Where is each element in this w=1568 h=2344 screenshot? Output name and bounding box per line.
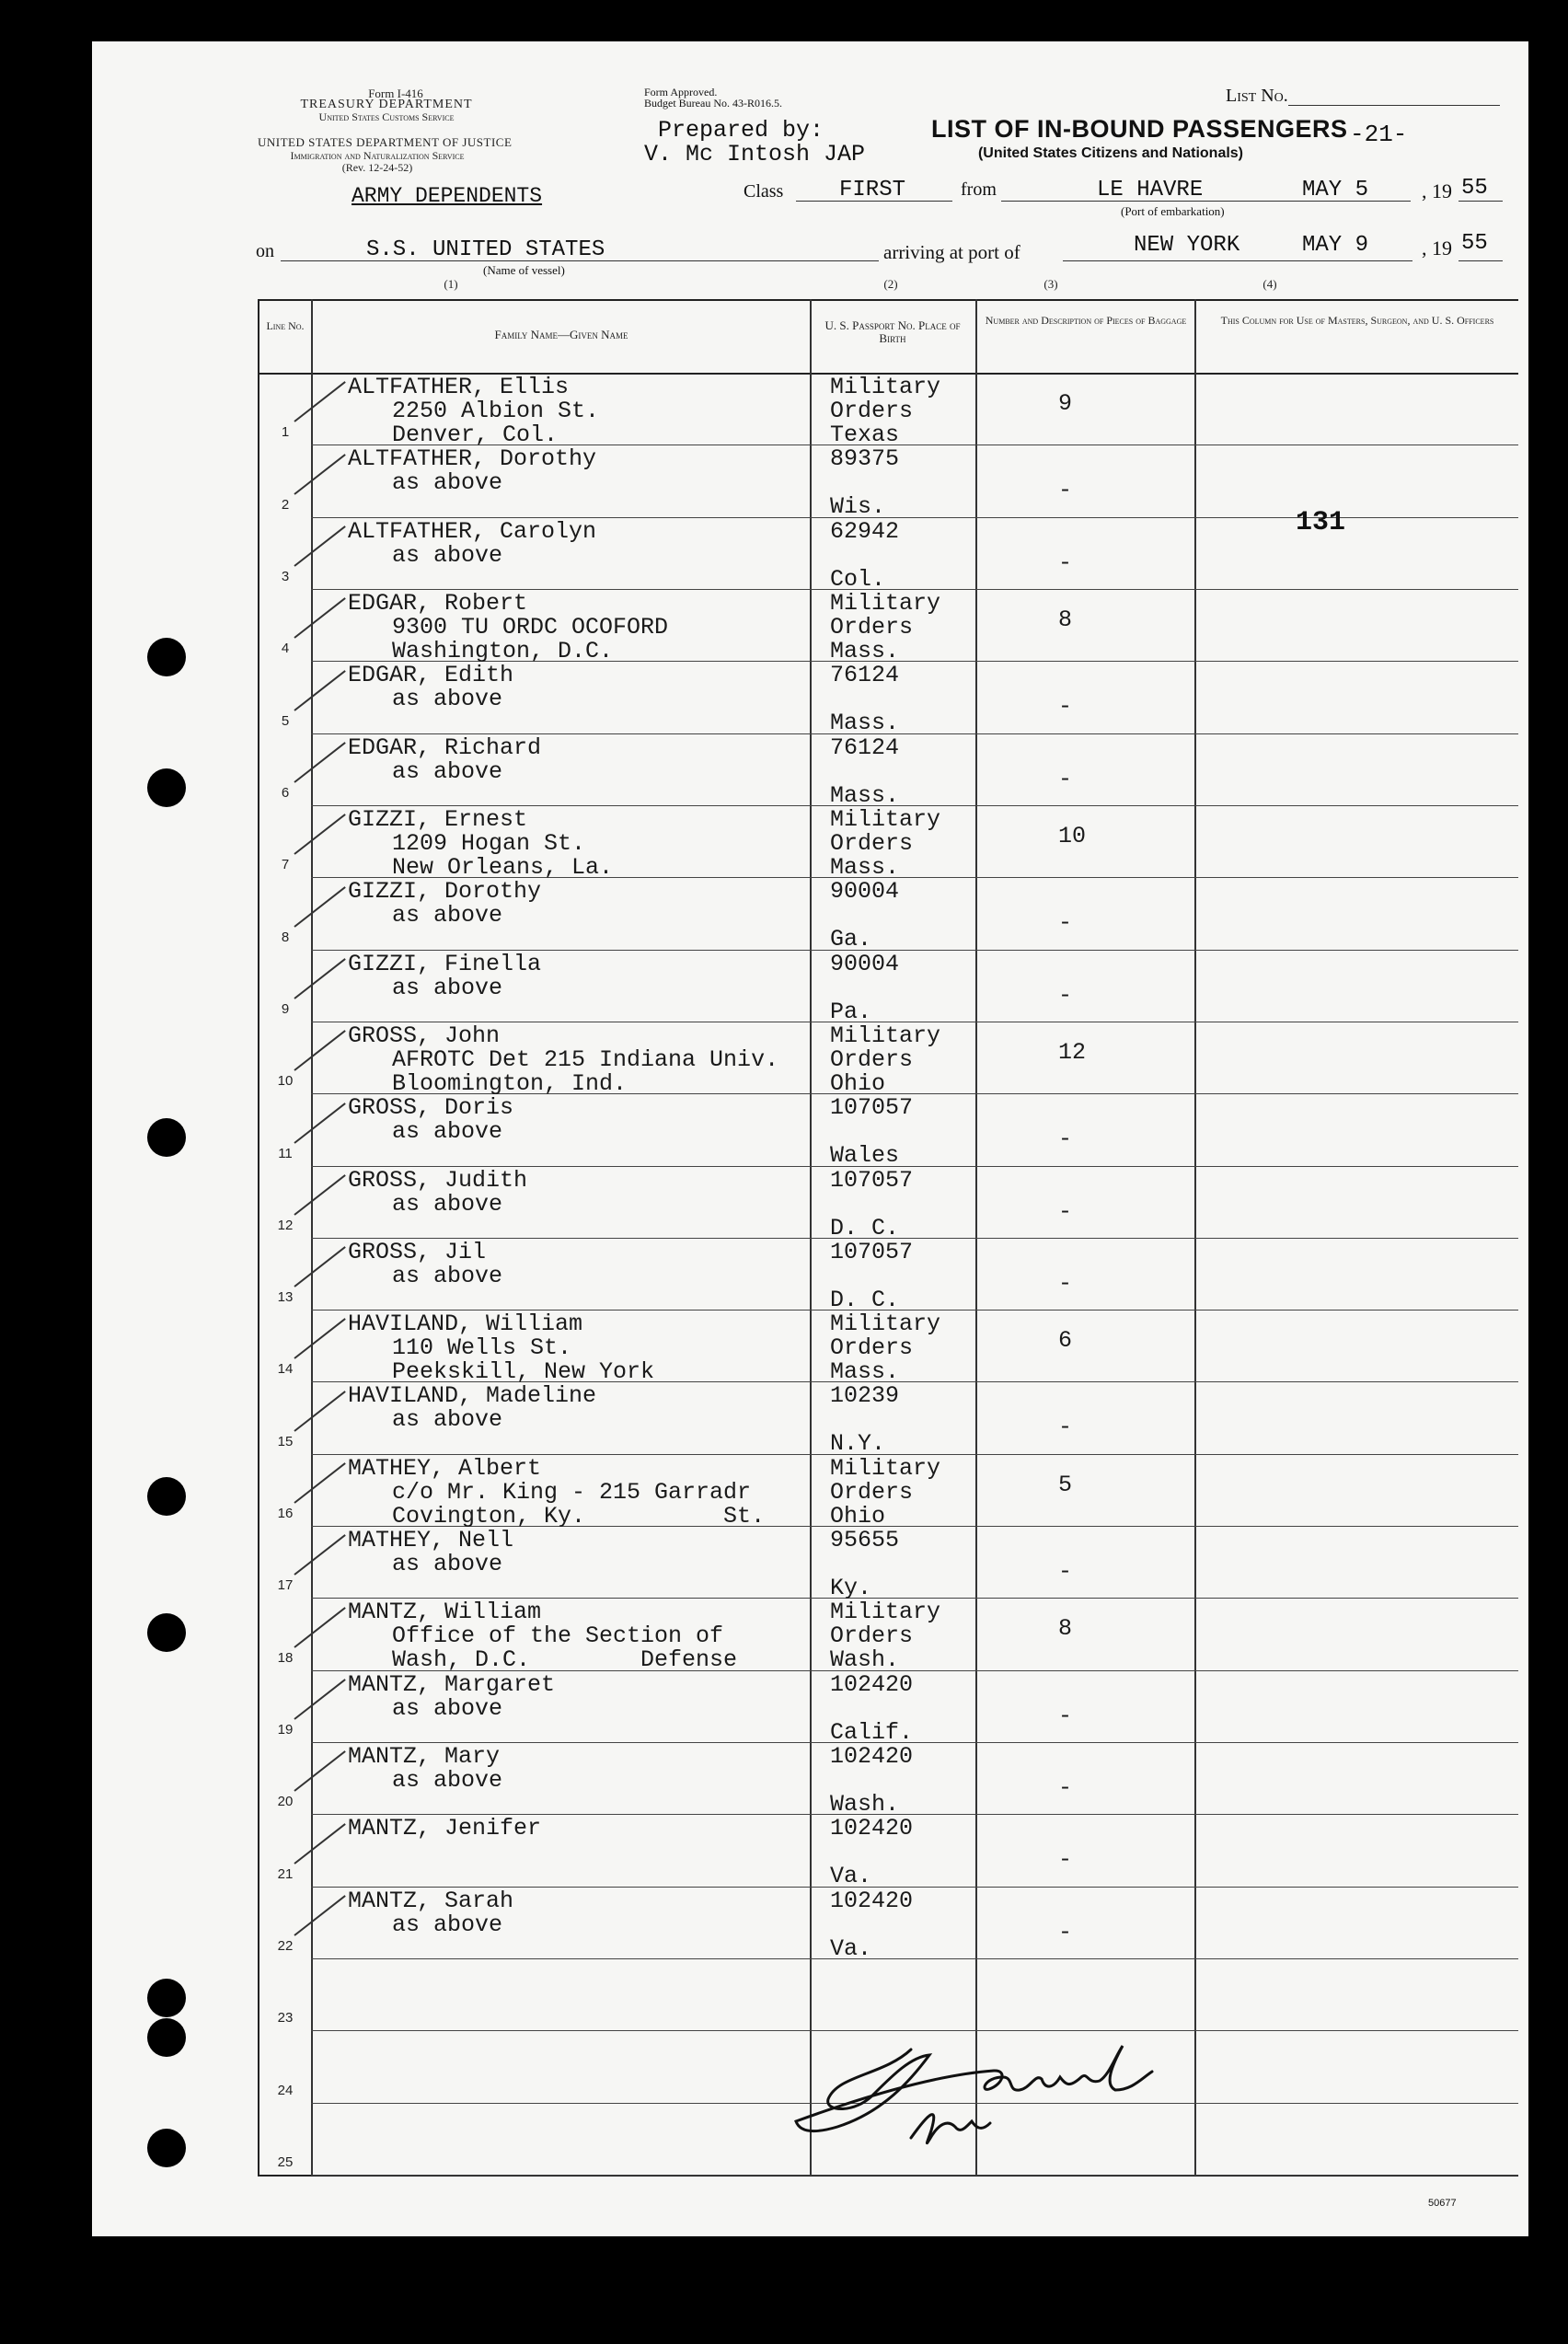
binder-hole bbox=[147, 768, 186, 807]
check-mark bbox=[294, 1751, 345, 1793]
passenger-name: ALTFATHER, Carolyn bbox=[348, 517, 597, 545]
passport-detail: Orders bbox=[830, 398, 914, 424]
place-of-birth: Ky. bbox=[830, 1575, 872, 1602]
form-number: Form I-416 bbox=[368, 87, 423, 100]
line-number: 16 bbox=[277, 1506, 294, 1522]
line-number: 25 bbox=[277, 2154, 294, 2170]
passport-number: Military bbox=[830, 374, 941, 400]
line-number: 5 bbox=[281, 712, 290, 729]
line-number: 1 bbox=[281, 424, 290, 441]
baggage-count: - bbox=[1058, 1702, 1073, 1729]
line-number: 17 bbox=[277, 1577, 294, 1594]
passenger-address: Office of the Section of bbox=[392, 1622, 724, 1650]
check-mark bbox=[294, 1246, 345, 1287]
place-of-birth: Wis. bbox=[830, 493, 886, 521]
check-mark bbox=[294, 454, 345, 495]
place-of-birth: Wash. bbox=[830, 1646, 900, 1674]
check-mark bbox=[294, 886, 345, 928]
form-title: LIST OF IN-BOUND PASSENGERS bbox=[931, 115, 1348, 143]
binder-hole bbox=[147, 1118, 186, 1157]
passenger-address: c/o Mr. King - 215 Garradr bbox=[392, 1478, 752, 1506]
passenger-name: MATHEY, Albert bbox=[348, 1454, 542, 1482]
place-of-birth: Mass. bbox=[830, 637, 900, 664]
binder-hole bbox=[147, 638, 186, 676]
baggage-count: - bbox=[1058, 1269, 1073, 1297]
passport-detail: Orders bbox=[830, 829, 914, 857]
passenger-name: MANTZ, Margaret bbox=[348, 1670, 556, 1698]
passport-number: 90004 bbox=[830, 950, 900, 977]
binder-hole bbox=[147, 1613, 186, 1652]
line-number: 11 bbox=[278, 1145, 293, 1161]
check-mark bbox=[294, 1535, 345, 1576]
baggage-count: - bbox=[1058, 981, 1073, 1009]
baggage-count: - bbox=[1058, 477, 1073, 504]
line-number: 21 bbox=[277, 1865, 294, 1882]
place-of-birth: Ohio bbox=[830, 1069, 886, 1097]
form-approved: Form Approved. bbox=[644, 86, 718, 98]
customs-service: United States Customs Service bbox=[318, 110, 455, 123]
check-mark bbox=[294, 1462, 345, 1504]
page-number: -21- bbox=[1350, 121, 1408, 148]
passenger-address: as above bbox=[392, 1694, 503, 1722]
place-of-birth: Mass. bbox=[830, 1358, 900, 1386]
line-number: 8 bbox=[281, 929, 290, 945]
check-mark bbox=[294, 1607, 345, 1648]
baggage-count: - bbox=[1058, 1126, 1073, 1153]
passenger-address: as above bbox=[392, 1551, 503, 1578]
group-label: ARMY DEPENDENTS bbox=[352, 184, 543, 208]
passenger-name: GIZZI, Dorothy bbox=[348, 878, 542, 906]
passenger-address: as above bbox=[392, 1262, 503, 1289]
baggage-count: - bbox=[1058, 765, 1073, 792]
baggage-count: 5 bbox=[1058, 1471, 1073, 1498]
binder-hole bbox=[147, 1477, 186, 1516]
passenger-name: GROSS, Doris bbox=[348, 1094, 514, 1122]
check-mark bbox=[294, 597, 345, 639]
passport-number: 76124 bbox=[830, 662, 900, 689]
revision-date: (Rev. 12-24-52) bbox=[341, 161, 413, 174]
baggage-count: - bbox=[1058, 548, 1073, 576]
on-label: on bbox=[256, 241, 274, 261]
passport-number: Military bbox=[830, 1311, 941, 1338]
line-number: 13 bbox=[277, 1289, 294, 1306]
binder-hole bbox=[147, 2129, 186, 2167]
passenger-name: GROSS, Jil bbox=[348, 1238, 487, 1265]
list-no-label: List No. bbox=[1226, 86, 1288, 106]
passenger-address: 110 Wells St. bbox=[392, 1334, 572, 1362]
place-of-birth: Va. bbox=[830, 1934, 872, 1962]
place-of-birth: Texas bbox=[830, 421, 900, 448]
check-mark bbox=[294, 958, 345, 999]
form-subtitle: (United States Citizens and Nationals) bbox=[977, 145, 1244, 161]
passenger-name: EDGAR, Robert bbox=[348, 589, 528, 617]
passenger-city: Denver, Col. bbox=[392, 421, 559, 448]
line-number: 18 bbox=[277, 1649, 294, 1666]
place-of-birth: Calif. bbox=[830, 1718, 914, 1746]
passenger-name: ALTFATHER, Ellis bbox=[348, 374, 570, 400]
passenger-name: HAVILAND, Madeline bbox=[348, 1382, 597, 1410]
passenger-city: Wash, D.C. Defense bbox=[392, 1646, 738, 1674]
arrival-date: MAY 9 bbox=[1302, 233, 1369, 258]
passport-number: Military bbox=[830, 589, 941, 617]
passenger-address: as above bbox=[392, 974, 503, 1001]
check-mark bbox=[294, 1679, 345, 1720]
passenger-name: EDGAR, Edith bbox=[348, 662, 514, 689]
baggage-count: - bbox=[1058, 1774, 1073, 1802]
column-number: (3) bbox=[1043, 277, 1058, 291]
passport-detail: Orders bbox=[830, 1334, 914, 1362]
passport-number: 90004 bbox=[830, 878, 900, 906]
from-label: from bbox=[961, 179, 997, 200]
passport-number: 102420 bbox=[830, 1670, 914, 1698]
passenger-manifest-sheet: Form I-416 TREASURY DEPARTMENT United States Customs Service UNITED STATES DEPARTMENT OF JUSTICE Immigration and Naturalization Service (Rev. 12-24-52) Form Approved. Budget Bureau No. 43-R016.5. Prepared by: V. Mc Intosh JAP LIST OF IN-BOUND PASSENGERS (United States Citizens and Nationals) List No. -21- ARMY DEPENDENTS Class FIRST from LE HAVRE MAY 5 , 19 55 (Port of embarkation) on S.S. UNITED STATES (Name of vessel) arriving at port of NEW YORK MAY 9 , 19 55 (1) (2) (3) (4) Line No. Family Name—Given Name U. S. Passport No. Place of Birth Number and Description of Pieces of Baggage This Column for Use of Masters, Surgeon, and U. S. Officers 1 ALTFATHER, Ellis 2250 Albion St. Denver, Col. Military Orders Texas 9 2 ALTFATHER, Dorothy as above 89375 Wis. - 3 ALTFATHER, Carolyn as above 62942 Col. - 4 EDGAR, Robert 9300 TU ORDC OCOFORD Washington, D.C. Military Orders Mass. 8 5 EDGAR, Edith as above 76124 Mass. - 6 EDGAR, Richard as above 76124 Mass. - 7 GIZZI, Ernest 1209 Hogan St. New Orleans, La. Military Orders Mass. 10 8 GIZZI, Dorothy as above 90004 Ga. - 9 GIZZI, Finella as above 90004 Pa. - 10 GROSS, John AFROTC Det 215 Indiana Univ. Bloomington, Ind. Military Orders Ohio 12 11 GROSS, Doris as above 107057 Wales - 12 GROSS, Judith as above 107057 D. C. - 13 GROSS, Jil as above 107057 D. C. - 14 HAVILAND, William 110 Wells St. Peekskill, New York Military Orders Mass. 6 15 HAVILAND, Madeline as above 10239 N.Y. - 16 MATHEY, Albert c/o Mr. King - 215 Garradr Covington, Ky. St. Military Orders Ohio 5 17 MATHEY, Nell as above 95655 Ky. - 18 MANTZ, William Office of the Section of Wash, D.C. Defense Military Orders Wash. 8 19 MANTZ, Margaret as above 102420 Calif. - 20 MANTZ, Mary as above 102420 Wash. - 21 MANTZ, Jenifer 102420 Va. - 22 MANTZ, Sarah as above 102420 Va. - 23 24 25 131 50677 bbox=[92, 41, 1528, 2236]
column-number: (2) bbox=[883, 277, 898, 291]
passenger-name: GROSS, Judith bbox=[348, 1166, 528, 1194]
passport-number: 107057 bbox=[830, 1166, 914, 1194]
place-of-birth: Va. bbox=[830, 1863, 872, 1890]
passenger-name: GIZZI, Ernest bbox=[348, 805, 528, 833]
passport-number: 107057 bbox=[830, 1094, 914, 1122]
passport-number: Military bbox=[830, 1454, 941, 1482]
passenger-city: Bloomington, Ind. bbox=[392, 1069, 628, 1097]
passport-number: 62942 bbox=[830, 517, 900, 545]
place-of-birth: D. C. bbox=[830, 1214, 900, 1241]
passenger-name: MANTZ, William bbox=[348, 1599, 542, 1626]
port-of-arrival: NEW YORK bbox=[1134, 233, 1240, 258]
port-of-embarkation: LE HAVRE bbox=[1097, 178, 1204, 202]
check-mark bbox=[294, 525, 345, 567]
passenger-name: MANTZ, Sarah bbox=[348, 1887, 514, 1914]
form-code: 50677 bbox=[1428, 2198, 1457, 2209]
passenger-address: as above bbox=[392, 757, 503, 785]
port-caption: (Port of embarkation) bbox=[1121, 204, 1225, 218]
passenger-address: as above bbox=[392, 902, 503, 930]
passport-number: Military bbox=[830, 1599, 941, 1626]
passenger-name: GROSS, John bbox=[348, 1022, 501, 1049]
place-of-birth: Ga. bbox=[830, 926, 872, 953]
baggage-count: 6 bbox=[1058, 1327, 1073, 1355]
passenger-address: AFROTC Det 215 Indiana Univ. bbox=[392, 1045, 779, 1073]
header-baggage: Number and Description of Pieces of Baggage bbox=[985, 314, 1187, 327]
line-number: 6 bbox=[281, 784, 290, 801]
passenger-address: as above bbox=[392, 1118, 503, 1146]
treasury-department: TREASURY DEPARTMENT bbox=[300, 98, 473, 111]
passenger-address: as above bbox=[392, 469, 503, 497]
baggage-count: - bbox=[1058, 693, 1073, 721]
line-number: 22 bbox=[277, 1938, 294, 1955]
header-officers: This Column for Use of Masters, Surgeon, and U. S. Officers bbox=[1220, 314, 1494, 327]
year-prefix: 19 bbox=[1432, 179, 1452, 202]
passport-number: 102420 bbox=[830, 1887, 914, 1914]
passenger-address: 1209 Hogan St. bbox=[392, 829, 586, 857]
header-family-name: Family Name—Given Name bbox=[494, 328, 628, 341]
check-mark bbox=[294, 742, 345, 783]
passport-number: 76124 bbox=[830, 733, 900, 761]
passenger-address: as above bbox=[392, 1406, 503, 1434]
passport-number: 102420 bbox=[830, 1743, 914, 1771]
binder-hole bbox=[147, 1979, 186, 2017]
passenger-name: EDGAR, Richard bbox=[348, 733, 542, 761]
check-mark bbox=[294, 814, 345, 855]
vessel-name: S.S. UNITED STATES bbox=[366, 237, 605, 262]
passport-number: 10239 bbox=[830, 1382, 900, 1410]
passenger-name: GIZZI, Finella bbox=[348, 950, 542, 977]
check-mark bbox=[294, 670, 345, 711]
place-of-birth: Ohio bbox=[830, 1502, 886, 1530]
line-number: 3 bbox=[281, 568, 290, 584]
passport-detail: Orders bbox=[830, 1045, 914, 1073]
check-mark bbox=[294, 1030, 345, 1071]
passenger-name: HAVILAND, William bbox=[348, 1311, 583, 1338]
check-mark bbox=[294, 1823, 345, 1865]
embarkation-date: MAY 5 bbox=[1302, 178, 1369, 202]
line-number: 9 bbox=[281, 1000, 290, 1017]
baggage-count: - bbox=[1058, 1414, 1073, 1441]
year-prefix: 19 bbox=[1432, 237, 1452, 260]
passport-number: 95655 bbox=[830, 1527, 900, 1554]
place-of-birth: Mass. bbox=[830, 710, 900, 737]
passenger-address: 9300 TU ORDC OCOFORD bbox=[392, 613, 669, 641]
class-label: Class bbox=[744, 181, 784, 202]
place-of-birth: Wash. bbox=[830, 1791, 900, 1819]
header-passport: U. S. Passport No. Place of Birth bbox=[824, 318, 961, 345]
line-number: 24 bbox=[277, 2082, 294, 2098]
arrival-year: 55 bbox=[1461, 231, 1488, 256]
officer-mark: 131 bbox=[1296, 507, 1346, 538]
line-number: 7 bbox=[281, 857, 290, 873]
line-number: 19 bbox=[277, 1722, 294, 1738]
baggage-count: 12 bbox=[1058, 1038, 1087, 1066]
baggage-count: - bbox=[1058, 1918, 1073, 1946]
passport-number: Military bbox=[830, 1022, 941, 1049]
line-number: 2 bbox=[281, 496, 290, 513]
inspector-signature bbox=[773, 2038, 1270, 2149]
check-mark bbox=[294, 381, 345, 422]
header-line-no: Line No. bbox=[266, 319, 305, 332]
baggage-count: - bbox=[1058, 1558, 1073, 1586]
passenger-address: as above bbox=[392, 1190, 503, 1218]
passenger-address: as above bbox=[392, 541, 503, 569]
column-number: (1) bbox=[444, 277, 458, 291]
baggage-count: 8 bbox=[1058, 1615, 1073, 1643]
baggage-count: 8 bbox=[1058, 606, 1073, 633]
check-mark bbox=[294, 1174, 345, 1216]
place-of-birth: Mass. bbox=[830, 853, 900, 881]
passport-detail: Orders bbox=[830, 1622, 914, 1650]
baggage-count: 10 bbox=[1058, 822, 1087, 849]
passenger-address: as above bbox=[392, 686, 503, 713]
place-of-birth: Pa. bbox=[830, 998, 872, 1025]
baggage-count: - bbox=[1058, 1197, 1073, 1225]
class-value: FIRST bbox=[839, 178, 906, 202]
place-of-birth: Col. bbox=[830, 565, 886, 593]
passenger-city: Peekskill, New York bbox=[392, 1358, 655, 1386]
line-number: 23 bbox=[277, 2010, 294, 2026]
passport-number: 102420 bbox=[830, 1815, 914, 1842]
place-of-birth: N.Y. bbox=[830, 1430, 886, 1458]
baggage-count: 9 bbox=[1058, 390, 1073, 417]
line-number: 14 bbox=[277, 1361, 294, 1378]
check-mark bbox=[294, 1319, 345, 1360]
budget-bureau: Budget Bureau No. 43-R016.5. bbox=[644, 97, 782, 110]
check-mark bbox=[294, 1895, 345, 1936]
place-of-birth: Mass. bbox=[830, 781, 900, 809]
check-mark bbox=[294, 1103, 345, 1144]
passenger-name: ALTFATHER, Dorothy bbox=[348, 445, 597, 473]
passport-number: 107057 bbox=[830, 1238, 914, 1265]
passport-number: 89375 bbox=[830, 445, 900, 473]
arriving-label: arriving at port of bbox=[883, 241, 1020, 263]
place-of-birth: D. C. bbox=[830, 1286, 900, 1313]
line-number: 4 bbox=[281, 641, 290, 657]
ins-service: Immigration and Naturalization Service bbox=[290, 149, 465, 162]
baggage-count: - bbox=[1058, 1846, 1073, 1874]
line-number: 10 bbox=[277, 1073, 294, 1090]
prepared-by-label: Prepared by: bbox=[658, 117, 824, 144]
passenger-city: Washington, D.C. bbox=[392, 637, 614, 664]
passenger-city: Covington, Ky. St. bbox=[392, 1502, 766, 1530]
passenger-name: MATHEY, Nell bbox=[348, 1527, 514, 1554]
passenger-name: MANTZ, Mary bbox=[348, 1743, 501, 1771]
passenger-city: New Orleans, La. bbox=[392, 853, 614, 881]
passenger-name: MANTZ, Jenifer bbox=[348, 1815, 542, 1842]
line-number: 12 bbox=[277, 1217, 294, 1233]
line-number: 20 bbox=[277, 1794, 294, 1810]
embarkation-year: 55 bbox=[1461, 176, 1488, 201]
binder-hole bbox=[147, 2018, 186, 2057]
passport-number: Military bbox=[830, 805, 941, 833]
vessel-caption: (Name of vessel) bbox=[483, 263, 565, 277]
place-of-birth: Wales bbox=[830, 1142, 900, 1170]
justice-department: UNITED STATES DEPARTMENT OF JUSTICE bbox=[258, 135, 513, 149]
passenger-address: as above bbox=[392, 1911, 503, 1938]
baggage-count: - bbox=[1058, 909, 1073, 937]
line-number: 15 bbox=[277, 1433, 294, 1449]
passport-detail: Orders bbox=[830, 1478, 914, 1506]
passenger-address: as above bbox=[392, 1767, 503, 1795]
passport-detail: Orders bbox=[830, 613, 914, 641]
column-number: (4) bbox=[1262, 277, 1277, 291]
check-mark bbox=[294, 1391, 345, 1432]
passenger-address: 2250 Albion St. bbox=[392, 398, 600, 424]
preparer-name: V. Mc Intosh JAP bbox=[644, 141, 866, 167]
